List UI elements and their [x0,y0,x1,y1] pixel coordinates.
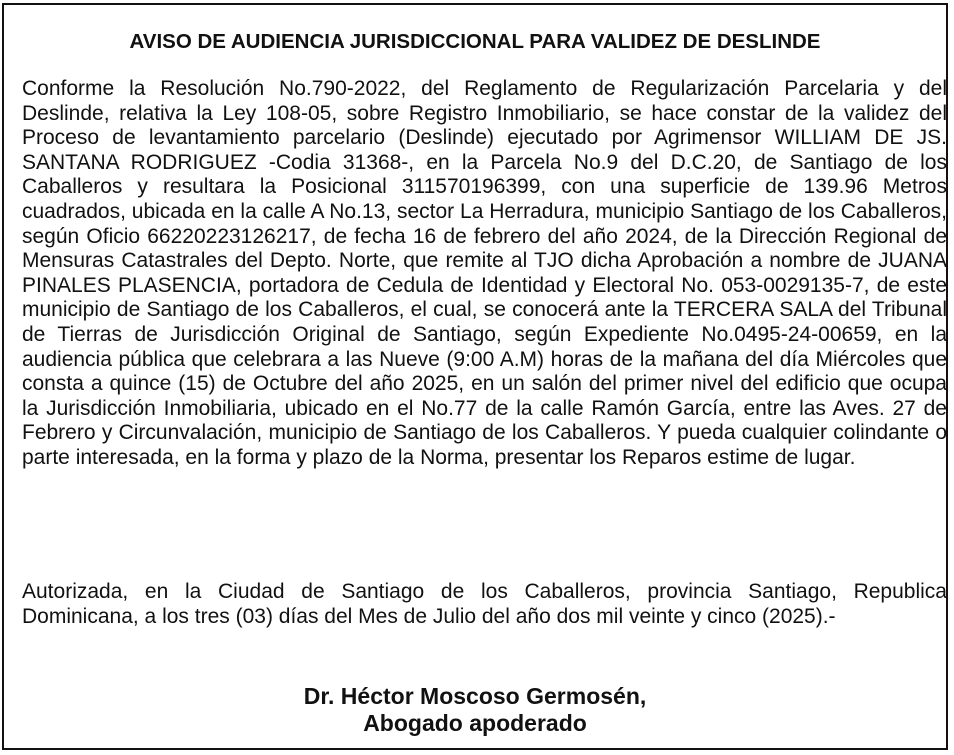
signatory-role: Abogado apoderado [363,710,587,736]
legal-notice-box [2,3,948,750]
notice-body-paragraph: Conforme la Resolución No.790-2022, del Reglamento de Regularización Parcelaria y del Deslinde, relativa la Ley 108-05, sobre Registro Inmobiliario, se hace constar de la validez del Proceso de levantamiento parcelario (Deslinde) ejecutado por Agrimensor WILLIAM DE JS. SANTANA RODRIGUEZ -Codia 31368-, en la Parcela No.9 del D.C.20, de Santiago de los Caballeros y resultara la Posicional 311570196399, con una superficie de 139.96 Metros cuadrados, ubicada en la calle A No.13, sector La Herradura, municipio Santiago de los Caballeros, según Oficio 66220223126217, de fecha 16 de febrero del año 2024, de la Dirección Regional de Mensuras Catastrales del Depto. Norte, que remite al TJO dicha Aprobación a nombre de JUANA PINALES PLASENCIA, portadora de Cedula de Identidad y Electoral No. 053-0029135-7, de este municipio de Santiago de los Caballeros, el cual, se conocerá ante la TERCERA SALA del Tribunal de Tierras de Jurisdicción Original de Santiago, según Expediente No.0495-24-00659, en la audiencia pública que celebrara a las Nueve (9:00 A.M) horas de la mañana del día Miércoles que consta a quince (15) de Octubre del año 2025, en un salón del primer nivel del edificio que ocupa la Jurisdicción Inmobiliaria, ubicado en el No.77 de la calle Ramón García, entre las Aves. 27 de Febrero y Circunvalación, municipio de Santiago de los Caballeros. Y pueda cualquier colindante o parte interesada, en la forma y plazo de la Norma, presentar los Reparos estime de lugar. [22,77,947,469]
signature-block [4,683,946,737]
notice-title: AVISO DE AUDIENCIA JURISDICCIONAL PARA VALIDEZ DE DESLINDE [129,30,821,53]
signatory-name: Dr. Héctor Moscoso Germosén, [303,683,647,709]
notice-authorization-paragraph: Autorizada, en la Ciudad de Santiago de los Caballeros, provincia Santiago, Republica Dominicana, a los tres (03) días del Mes de Julio del año dos mil veinte y cinco (2025).- [22,580,947,628]
